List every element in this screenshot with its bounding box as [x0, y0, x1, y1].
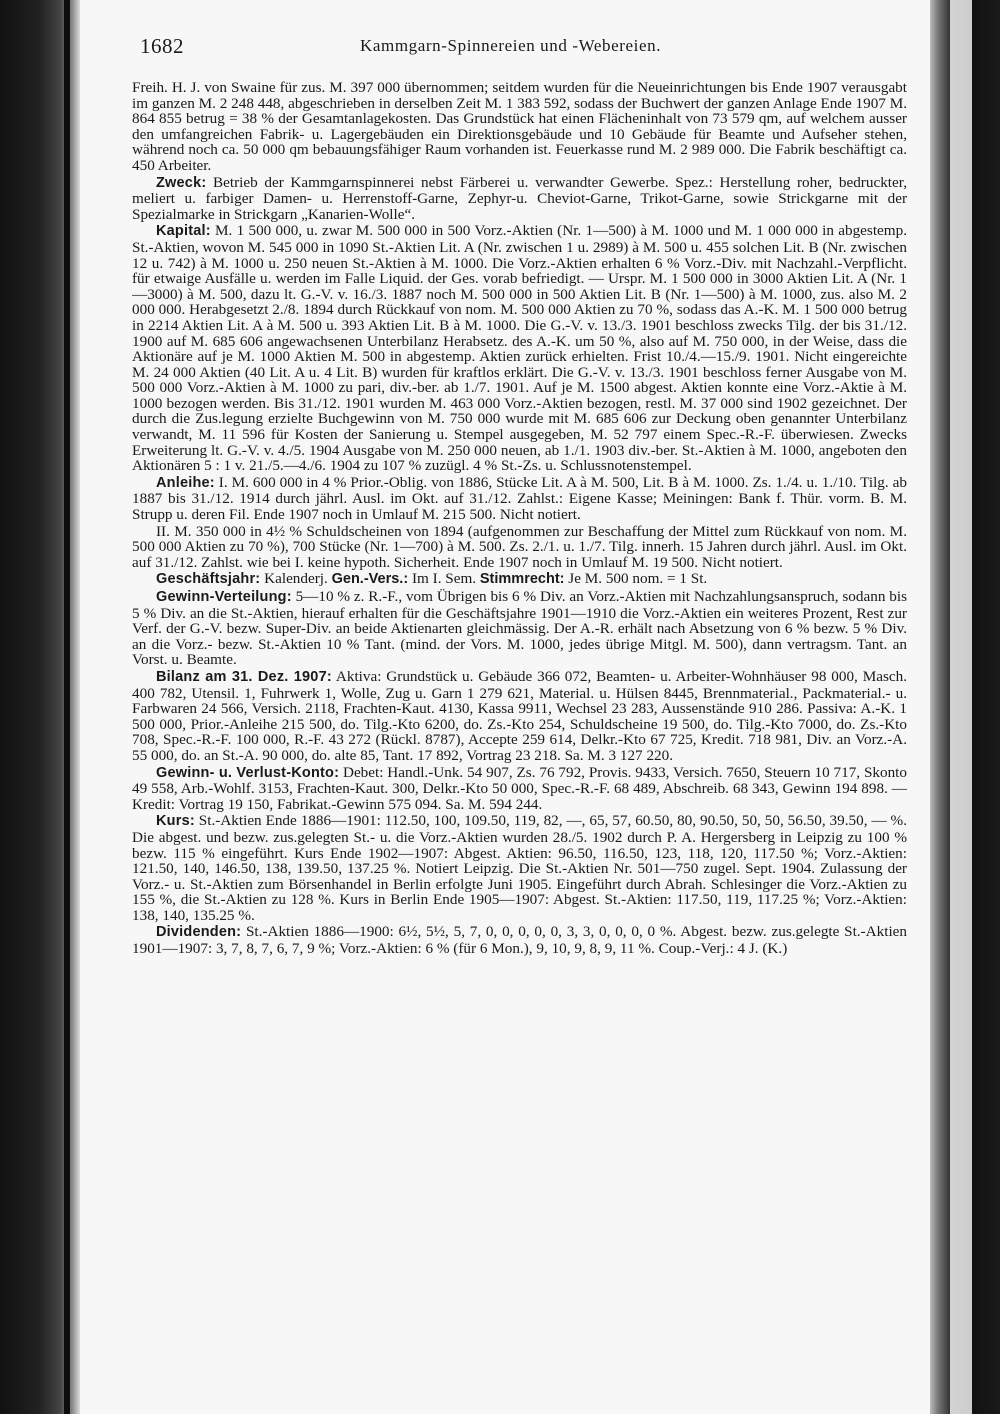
anleihe-text: I. M. 600 000 in 4 % Prior.-Oblig. von 1886, Stücke Lit. A à M. 500, Lit. B à M. 1000. Zs. 1./4. u. 1./10. Tilg. ab 1887 bis 31./12. 1914 durch jährl. Ausl. im Okt. auf 31./12. Zahlst.: Eigene Kasse; Meiningen: Bank f. Thür. vorm. B. M. Strupp u. deren Fil. Ende 1907 noch in Umlauf M. 215 500. Nicht notiert. — [132, 473, 907, 524]
page-header — [130, 34, 920, 58]
book-binding-edge — [0, 0, 80, 1414]
kurs-text: St.-Aktien Ende 1886—1901: 112.50, 100, 109.50, 119, 82, —, 65, 57, 60.50, 80, 90.50, 50, 50, 56.50, 39.50, — %. Die abgest. und bezw. zus.gelegten St.- u. die Vorz.-Aktien wurden 28./5. 1902 durch P. A. Hergersberg in Leipzig zu 100 % bezw. 115 % eingeführt. Kurs Ende 1902—1907: Abgest. Aktien: 96.50, 116.50, 123, 118, 120, 117.50 %; Vorz.-Aktien: 121.50, 140, 146.50, 138, 139.50, 137.25 %. Notiert Leipzig. Die St.-Aktien Nr. 501—750 zugel. Sept. 1904. Zulassung der Vorz.- u. St.-Aktien zum Börsenhandel in Berlin erfolgte Juni 1905. Eingeführt durch Abrah. Schlesinger die Vorz.-Aktien zu 155 %, die St.-Aktien zu 128 %. Kurs in Berlin Ende 1905—1907: Abgest. St.-Aktien: 117.50, 119, 117.25 %; Vorz.-Aktien: 138, 140, 135.25 %. — [132, 812, 907, 924]
gen-vers-text: Im I. Sem. — [408, 570, 480, 588]
bilanz-label: Bilanz am 31. Dez. 1907: — [156, 668, 332, 685]
paragraph-intro — [132, 80, 907, 174]
paragraph-gewinn-verteilung — [132, 589, 907, 668]
geschaeftsjahr-text: Kalenderj. — [260, 570, 332, 588]
gewinn-verlust-label: Gewinn- u. Verlust-Konto: — [156, 764, 340, 781]
zweck-text: Betrieb der Kammgarnspinnerei nebst Färberei u. verwandter Gewerbe. Spez.: Herstellung roher, bedruckter, meliert u. farbiger Damen- u. Herrenstoff-Garne, Zephyr-u. Cheviot-Garne, Trikot-Garne, sowie Strickgarne mit der Spezialmarke in Strickgarn „Kanarien-Wolle“. — [132, 173, 907, 223]
geschaeftsjahr-label: Geschäftsjahr: — [156, 571, 261, 588]
adjacent-page-edge — [930, 0, 1000, 1414]
dividenden-text: St.-Aktien 1886—1900: 6½, 5½, 5, 7, 0, 0, 0, 0, 0, 3, 3, 0, 0, 0, 0 %. Abgest. bezw. zus.gelegte St.-Aktien 1901—1907: 3, 7, 8, 7, 6, 7, 9 %; Vorz.-Aktien: 6 % (für 6 Mon.), 9, 10, 9, 8, 9, 11 %. Coup.-Verj.: 4 J. (K.) — [132, 923, 907, 958]
zweck-label: Zweck: — [156, 174, 207, 191]
kurs-label: Kurs: — [156, 813, 195, 830]
paragraph-geschaeftsjahr — [132, 571, 907, 588]
paragraph-gewinn-verlust — [132, 765, 907, 813]
page-number: 1682 — [140, 34, 184, 58]
kapital-label: Kapital: — [156, 223, 211, 240]
gen-vers-label: Gen.-Vers.: — [331, 571, 409, 588]
paragraph-bilanz — [132, 669, 907, 764]
anleihe-label: Anleihe: — [156, 474, 215, 491]
binding-shadow — [64, 0, 70, 1414]
bilanz-text: Aktiva: Grundstück u. Gebäude 366 072, Beamten- u. Arbeiter-Wohnhäuser 98 000, Masch. 400 782, Utensil. 1, Fuhrwerk 1, Wolle, Zug u. Garn 1 279 621, Material. u. Hülsen 8445, Brennmaterial., Packmaterial.- u. Farbwaren 24 566, Versich. 2118, Frachten-Kaut. 4130, Kassa 9911, Wechsel 23 283, Aussenstände 910 286. Passiva: A.-K. 1 500 000, Prior.-Anleihe 215 500, do. Tilg.-Kto 6200, do. Zs.-Kto 254, Schuldscheine 19 500, do. Tilg.-Kto 7000, do. Zs.-Kto 708, Spec.-R.-F. 100 000, R.-F. 43 272 (Rückl. 8787), Accepte 259 614, Delkr.-Kto 67 725, Kredit. 718 981, Div. an Vorz.-A. 55 000, do. an St.-A. 90 000, do. alte 85, Tant. 17 892, Vortrag 23 218. Sa. M. 3 127 220. — [132, 667, 907, 764]
kapital-text: M. 1 500 000, u. zwar M. 500 000 in 500 Vorz.-Aktien (Nr. 1—500) à M. 1000 und M. 1 000 000 in abgestemp. St.-Aktien, wovon M. 545 000 in 1090 St.-Aktien Lit. A (Nr. zwischen 1 u. 2989) à M. 500 u. 455 solchen Lit. B (Nr. zwischen 12 u. 742) à M. 1000 u. 250 neuen St.-Aktien à M. 1000. Die Vorz.-Aktien erhalten 6 % Vorz.-Div. mit Nachzahl.-Verpflicht. für etwaige Ausfälle u. werden im Falle Liquid. der Ges. vorab befriedigt. — Urspr. M. 1 500 000 in 3000 Aktien Lit. A (Nr. 1—3000) à M. 500, dazu lt. G.-V. v. 16./3. 1887 noch M. 500 000 in 500 Aktien Lit. B (Nr. 1—500) à M. 1000, zus. also M. 2 000 000. Herabgesetzt 2./8. 1894 durch Rückkauf von nom. M. 500 000 Aktien zu 70 %, sodass das A.-K. M. 1 500 000 betrug in 2214 Aktien Lit. A à M. 500 u. 393 Aktien Lit. B à M. 1000. Die G.-V. v. 13./3. 1901 beschloss zwecks Tilg. der bis 31./12. 1900 auf M. 685 606 angewachsenen Unterbilanz Herabsetz. des A.-K. um 50 %, also auf M. 750 000, in der Weise, dass die Aktionäre auf je M. 1000 Aktien M. 500 in abgestemp. Aktien zurück erhielten. Frist 10./4.—15./9. 1901. Nicht eingereichte M. 24 000 Aktien (40 Lit. A u. 4 Lit. B) wurden für kraftlos erklärt. Die G.-V. v. 13./3. 1901 beschloss ferner Ausgabe von M. 500 000 Vorz.-Aktien à M. 1000 zu pari, div.-ber. ab 1./7. 1901. Auf je M. 1500 abgest. Aktien konnte eine Vorz.-Aktie à M. 1000 bezogen werden. Bis 31./12. 1901 wurden M. 463 000 Vorz.-Aktien bezogen, restl. M. 37 000 sind 1902 gezeichnet. Der durch die Zus.legung erzielte Buchgewinn von M. 750 000 wurde mit M. 685 606 zur Deckung oben genannter Unterbilanz verwandt, M. 11 596 für Kosten der Sanierung u. Stempel ausgegeben, M. 52 797 einem Spec.-R.-F. überwiesen. Zwecks Erweiterung lt. G.-V. v. 4./5. 1904 Ausgabe von M. 250 000 neuen, ab 1./1. 1903 div.-ber. St.-Aktien à M. 1000, angeboten den Aktionären 5 : 1 v. 21./5.—4./6. 1904 zu 107 % zuzügl. 4 % St.-Zs. u. Schlussnotenstempel. — [132, 222, 907, 475]
paragraph-kurs — [132, 813, 907, 923]
paragraph-anleihe-2 — [132, 524, 907, 571]
intro-text: Freih. H. J. von Swaine für zus. M. 397 000 übernommen; seitdem wurden für die Neueinrichtungen bis Ende 1907 verausgabt im ganzen M. 2 248 448, abgeschrieben in derselben Zeit M. 1 383 592, sodass der Buchwert der ganzen Anlage Ende 1907 M. 864 855 betrug = 38 % der Gesamtanlagekosten. Das Grundstück hat einen Flächeninhalt von 73 579 qm, auf welchem ausser den umfangreichen Fabrik- u. Lagergebäuden ein Direktionsgebäude und 10 Gebäude für Beamte und Aufseher stehen, während noch ca. 50 000 qm bebauungsfähiger Raum vorhanden ist. Feuerkasse rund M. 2 989 000. Die Fabrik beschäftigt ca. 450 Arbeiter. — [132, 80, 907, 174]
paragraph-anleihe — [132, 475, 907, 523]
anleihe-2-text: II. M. 350 000 in 4½ % Schuldscheinen von 1894 (aufgenommen zur Beschaffung der Mittel zum Rückkauf von nom. M. 500 000 Aktien zu 70 %), 700 Stücke (Nr. 1—700) à M. 500. Zs. 2./1. u. 1./7. Tilg. innerh. 15 Jahren durch jährl. Ausl. im Okt. auf 31./12. Zahlst. wie bei I. keine hypoth. Sicherheit. Ende 1907 noch in Umlauf M. 19 500. Nicht notiert. — [132, 522, 907, 571]
entry-body — [132, 80, 907, 1380]
stimmrecht-text: Je M. 500 nom. = 1 St. — [564, 570, 708, 588]
paragraph-kapital — [132, 223, 907, 474]
dividenden-label: Dividenden: — [156, 924, 242, 941]
paragraph-dividenden — [132, 924, 907, 956]
gewinn-verteilung-label: Gewinn-Verteilung: — [156, 589, 292, 605]
stimmrecht-label: Stimmrecht: — [479, 571, 565, 588]
gewinn-verlust-text: Debet: Handl.-Unk. 54 907, Zs. 76 792, Provis. 9433, Versich. 7650, Steuern 10 717, Skonto 49 558, Arb.-Wohlf. 3153, Frachten-Kaut. 300, Delkr.-Kto 50 000, Spec.-R.-F. 68 489, Abschreib. 68 343, Gewinn 194 898. — Kredit: Vortrag 19 150, Fabrikat.-Gewinn 575 094. Sa. M. 594 244. — [132, 763, 907, 813]
gewinn-verteilung-text: 5—10 % z. R.-F., vom Übrigen bis 6 % Div. an Vorz.-Aktien mit Nachzahlungsanspruch, sodann bis 5 % Div. an die St.-Aktien, hierauf erhalten für die Geschäftsjahre 1901—1910 die Vorz.-Aktien ein weiteres Prozent, Rest zur Verf. der G.-V. bezw. Super-Div. an beide Aktienarten gleichmässig. Der A.-R. erhält nach Absetzung von 6 % bezw. 5 % Div. an die Vorz.- bezw. St.-Aktien 10 % Tant. (mind. der Vors. M. 1000, jedes übrige Mitgl. M. 500), dann vertragsm. Tant. an Vorst. u. Beamte. — [132, 588, 907, 669]
paragraph-zweck — [132, 175, 907, 223]
page-fold — [950, 0, 972, 1414]
running-title: Kammgarn-Spinnereien und -Webereien. — [360, 36, 662, 55]
